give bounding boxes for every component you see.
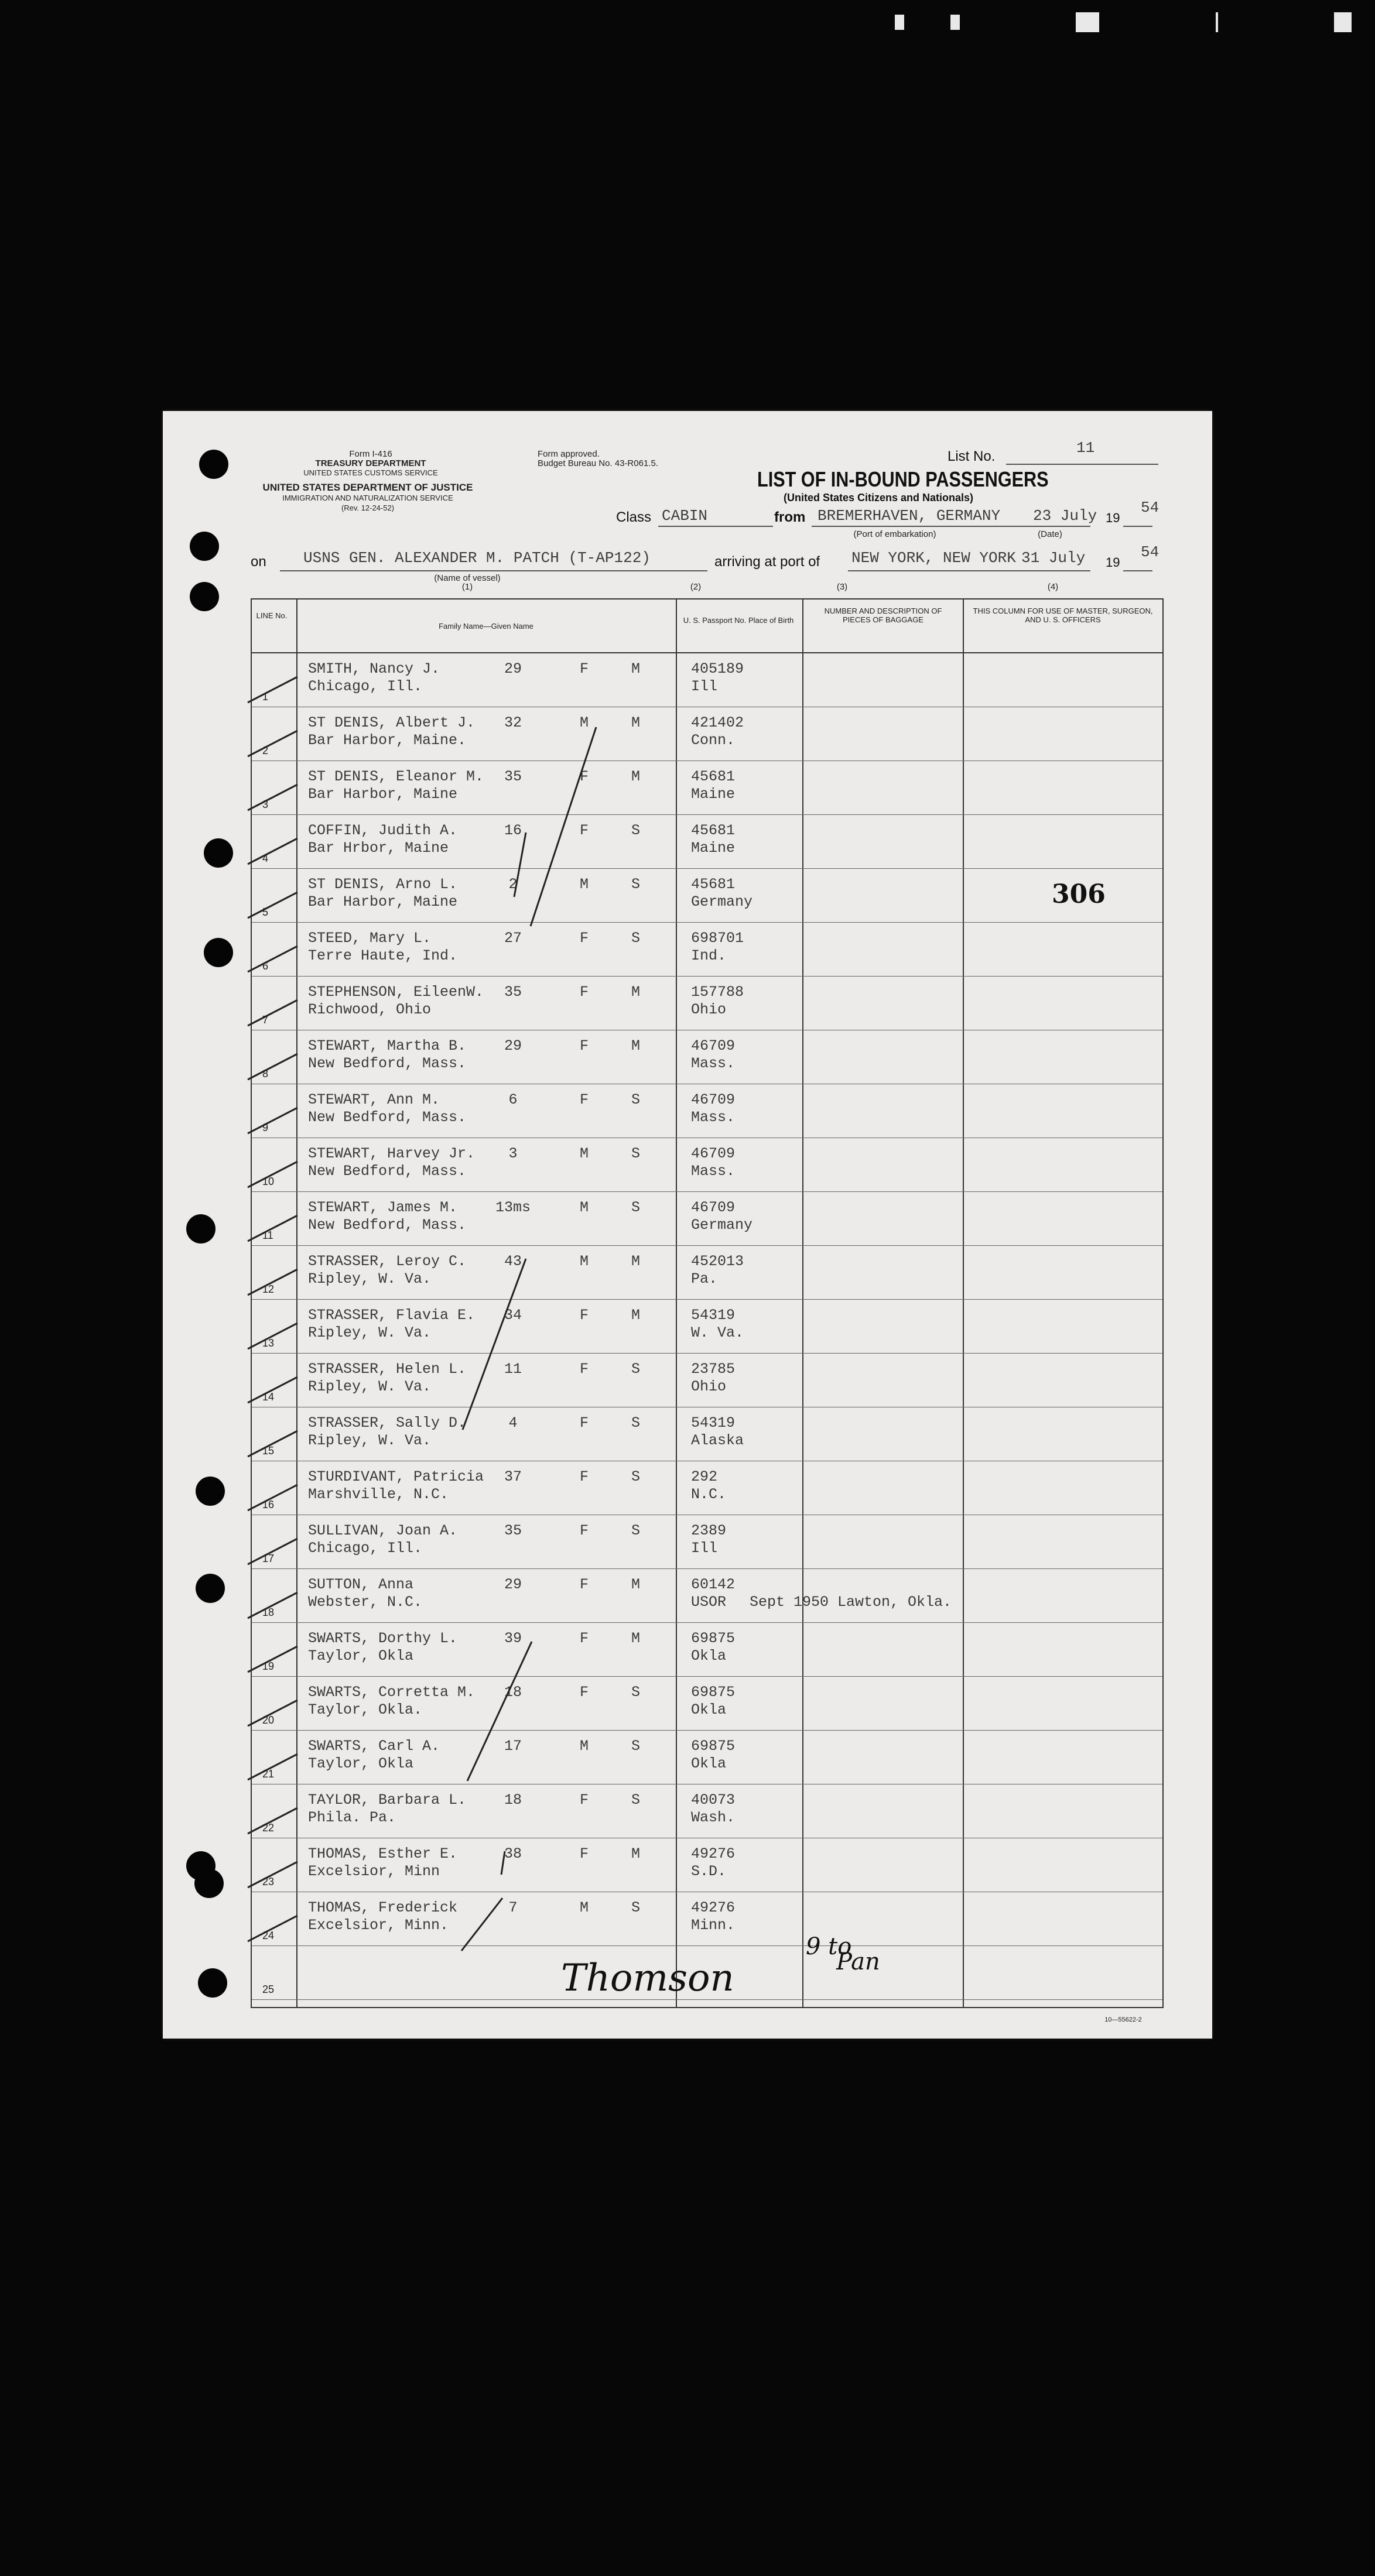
passenger-residence: Excelsior, Minn — [308, 1863, 440, 1880]
place-of-birth: Ohio — [691, 1001, 727, 1018]
check-mark — [248, 1646, 297, 1672]
arrival-port: NEW YORK, NEW YORK — [851, 549, 1016, 567]
passenger-residence: Chicago, Ill. — [308, 678, 423, 695]
marital-status: M — [631, 1307, 641, 1324]
place-of-birth: Maine — [691, 786, 736, 803]
passenger-sex: M — [580, 1253, 589, 1270]
passenger-age: 35 — [504, 984, 522, 1001]
list-no-value: 11 — [1076, 439, 1095, 457]
line-number: 25 — [262, 1984, 275, 1995]
arrival-date: 31 July — [1021, 549, 1086, 567]
line-number: 18 — [262, 1606, 275, 1618]
passenger-residence: Taylor, Okla — [308, 1647, 414, 1664]
passenger-residence: Ripley, W. Va. — [308, 1324, 432, 1341]
line-number: 7 — [262, 1014, 269, 1026]
col3-number: (3) — [836, 582, 848, 592]
marital-status: S — [631, 1091, 641, 1108]
line-number: 19 — [262, 1660, 275, 1672]
line-number: 24 — [262, 1930, 275, 1941]
passenger-name: SMITH, Nancy J. — [308, 660, 440, 677]
passenger-residence: Phila. Pa. — [308, 1809, 396, 1826]
passenger-residence: Bar Harbor, Maine — [308, 893, 458, 910]
line-number: 20 — [262, 1714, 275, 1726]
form-number: Form I-416 — [349, 449, 392, 459]
check-mark — [248, 1539, 297, 1564]
place-of-birth: Minn. — [691, 1917, 736, 1934]
naturalization-note: Sept 1950 Lawton, Okla. — [750, 1594, 952, 1611]
passenger-name: STRASSER, Helen L. — [308, 1361, 467, 1378]
from-date: 23 July — [1033, 507, 1097, 525]
check-marks — [163, 411, 1212, 2039]
check-mark — [248, 1862, 297, 1888]
passenger-name: SWARTS, Dorthy L. — [308, 1630, 458, 1647]
handwritten-note: 9 to — [806, 1933, 852, 1960]
class-label: Class — [616, 509, 652, 525]
passenger-residence: Ripley, W. Va. — [308, 1378, 432, 1395]
passenger-name: STEED, Mary L. — [308, 930, 432, 947]
line-number: 5 — [262, 906, 269, 918]
check-mark — [248, 785, 297, 810]
line-number: 16 — [262, 1499, 275, 1510]
passenger-residence: Ripley, W. Va. — [308, 1432, 432, 1449]
passport-number: 60142 — [691, 1576, 736, 1593]
place-of-birth: Mass. — [691, 1109, 736, 1126]
place-of-birth: Alaska — [691, 1432, 744, 1449]
revision-label: (Rev. 12-24-52) — [341, 503, 395, 512]
passenger-age: 35 — [504, 768, 522, 785]
line-number: 14 — [262, 1391, 275, 1403]
passenger-name: SWARTS, Corretta M. — [308, 1684, 476, 1701]
marital-status: S — [631, 1738, 641, 1755]
passenger-age: 29 — [504, 1576, 522, 1593]
passenger-name: THOMAS, Esther E. — [308, 1845, 458, 1862]
passenger-age: 35 — [504, 1522, 522, 1539]
line-number: 13 — [262, 1337, 275, 1349]
place-of-birth: Ill — [691, 678, 718, 695]
col4-number: (4) — [1047, 582, 1059, 592]
passenger-sex: F — [580, 1361, 589, 1378]
marital-status: M — [631, 714, 641, 731]
passenger-name: STEWART, Harvey Jr. — [308, 1145, 476, 1162]
passenger-residence: Chicago, Ill. — [308, 1540, 423, 1557]
col2-number: (2) — [690, 582, 702, 592]
passport-number: 54319 — [691, 1307, 736, 1324]
passenger-sex: F — [580, 1576, 589, 1593]
passenger-residence: Taylor, Okla — [308, 1755, 414, 1772]
passenger-sex: F — [580, 660, 589, 677]
passenger-age: 4 — [508, 1414, 518, 1431]
col-header-officers: THIS COLUMN FOR USE OF MASTER, SURGEON, AND U. S. OFFICERS — [973, 607, 1153, 624]
marital-status: S — [631, 1145, 641, 1162]
place-of-birth: Wash. — [691, 1809, 736, 1826]
passport-number: 40073 — [691, 1791, 736, 1808]
passenger-age: 18 — [504, 1684, 522, 1701]
line-number: 15 — [262, 1445, 275, 1457]
passport-number: 45681 — [691, 876, 736, 893]
passenger-name: STEWART, Ann M. — [308, 1091, 440, 1108]
marital-status: S — [631, 1414, 641, 1431]
pencil-slash — [467, 1642, 532, 1781]
passenger-age: 17 — [504, 1738, 522, 1755]
passenger-age: 7 — [508, 1899, 518, 1916]
passenger-residence: New Bedford, Mass. — [308, 1163, 467, 1180]
marital-status: S — [631, 930, 641, 947]
passenger-name: THOMAS, Frederick — [308, 1899, 458, 1916]
marital-status: S — [631, 1468, 641, 1485]
pencil-slash — [531, 727, 596, 926]
check-mark — [248, 1377, 297, 1403]
col-header-line-no: LINE No. — [256, 611, 288, 620]
passport-number: 69875 — [691, 1630, 736, 1647]
microfilm-edge-marks — [895, 11, 1352, 34]
pencil-slash — [461, 1898, 502, 1951]
marital-status: M — [631, 1576, 641, 1593]
passport-number: 49276 — [691, 1899, 736, 1916]
passport-number: 452013 — [691, 1253, 744, 1270]
passport-number: 45681 — [691, 768, 736, 785]
passport-number: 54319 — [691, 1414, 736, 1431]
class-value: CABIN — [662, 507, 708, 525]
passenger-sex: F — [580, 1522, 589, 1539]
place-of-birth: Conn. — [691, 732, 736, 749]
form-approved: Form approved. — [538, 449, 600, 459]
check-mark — [248, 946, 297, 972]
port-caption: (Port of embarkation) — [853, 529, 936, 539]
passenger-age: 2 — [508, 876, 518, 893]
passenger-age: 43 — [504, 1253, 522, 1270]
marital-status: S — [631, 876, 641, 893]
passenger-name: STRASSER, Leroy C. — [308, 1253, 467, 1270]
budget-bureau: Budget Bureau No. 43-R061.5. — [538, 458, 658, 468]
line-number: 22 — [262, 1822, 275, 1834]
col-header-passport: U. S. Passport No. Place of Birth — [683, 616, 794, 625]
check-mark — [248, 677, 297, 703]
check-mark — [248, 731, 297, 756]
passenger-age: 29 — [504, 660, 522, 677]
marital-status: S — [631, 1899, 641, 1916]
line-number: 23 — [262, 1876, 275, 1888]
place-of-birth: S.D. — [691, 1863, 727, 1880]
passenger-age: 38 — [504, 1845, 522, 1862]
passenger-residence: Webster, N.C. — [308, 1594, 423, 1611]
passenger-residence: Richwood, Ohio — [308, 1001, 432, 1018]
vessel-caption: (Name of vessel) — [434, 573, 501, 583]
pencil-slash — [501, 1851, 505, 1875]
on-label: on — [251, 554, 266, 570]
passenger-residence: Marshville, N.C. — [308, 1486, 449, 1503]
place-of-birth: Germany — [691, 1217, 753, 1234]
marital-status: S — [631, 822, 641, 839]
customs-label: UNITED STATES CUSTOMS SERVICE — [303, 468, 438, 477]
from-label: from — [774, 509, 806, 525]
pencil-slash — [514, 833, 526, 897]
line-number: 10 — [262, 1176, 275, 1187]
passport-number: 49276 — [691, 1845, 736, 1862]
place-of-birth: Pa. — [691, 1270, 718, 1287]
check-mark — [248, 1592, 297, 1618]
check-mark — [248, 1215, 297, 1241]
page-subtitle: (United States Citizens and Nationals) — [784, 492, 974, 503]
list-no-label: List No. — [948, 448, 996, 464]
passenger-sex: F — [580, 1468, 589, 1485]
passenger-age: 32 — [504, 714, 522, 731]
line-number: 12 — [262, 1283, 275, 1295]
col-header-baggage: NUMBER AND DESCRIPTION OF PIECES OF BAGGAGE — [824, 607, 942, 624]
passenger-name: COFFIN, Judith A. — [308, 822, 458, 839]
passenger-sex: F — [580, 984, 589, 1001]
manifest-page — [163, 411, 1212, 2039]
passenger-sex: M — [580, 1738, 589, 1755]
passport-number: 698701 — [691, 930, 744, 947]
passenger-residence: Bar Harbor, Maine — [308, 786, 458, 803]
passenger-sex: F — [580, 1791, 589, 1808]
passenger-age: 3 — [508, 1145, 518, 1162]
passenger-age: 13ms — [495, 1199, 531, 1216]
passport-number: 157788 — [691, 984, 744, 1001]
marital-status: S — [631, 1199, 641, 1216]
passenger-sex: F — [580, 1091, 589, 1108]
line-number: 8 — [262, 1068, 269, 1080]
check-mark — [248, 1269, 297, 1295]
check-mark — [248, 1000, 297, 1026]
place-of-birth: Mass. — [691, 1163, 736, 1180]
passport-number: 405189 — [691, 660, 744, 677]
passport-number: 69875 — [691, 1684, 736, 1701]
from-year-prefix: 19 — [1106, 511, 1120, 525]
line-number: 1 — [262, 691, 269, 703]
passenger-residence: New Bedford, Mass. — [308, 1055, 467, 1072]
check-mark — [248, 1485, 297, 1510]
check-mark — [248, 1431, 297, 1457]
marital-status: M — [631, 1845, 641, 1862]
marital-status: S — [631, 1361, 641, 1378]
ins-label: IMMIGRATION AND NATURALIZATION SERVICE — [282, 494, 453, 502]
passenger-sex: F — [580, 1414, 589, 1431]
passenger-sex: M — [580, 1145, 589, 1162]
passenger-age: 37 — [504, 1468, 522, 1485]
passenger-residence: Bar Hrbor, Maine — [308, 840, 449, 857]
marital-status: S — [631, 1791, 641, 1808]
passenger-sex: F — [580, 768, 589, 785]
marital-status: M — [631, 1037, 641, 1054]
footer-code: 10—55622-2 — [1104, 2016, 1142, 2023]
vessel-name: USNS GEN. ALEXANDER M. PATCH (T-AP122) — [303, 549, 651, 567]
place-of-birth: Ind. — [691, 947, 727, 964]
passenger-sex: F — [580, 1684, 589, 1701]
passenger-residence: New Bedford, Mass. — [308, 1109, 467, 1126]
passenger-age: 29 — [504, 1037, 522, 1054]
check-mark — [248, 1808, 297, 1834]
passenger-age: 39 — [504, 1630, 522, 1647]
line-number: 6 — [262, 960, 269, 972]
from-year: 54 — [1141, 499, 1159, 516]
marital-status: M — [631, 984, 641, 1001]
passenger-name: ST DENIS, Eleanor M. — [308, 768, 484, 785]
passenger-sex: F — [580, 1630, 589, 1647]
check-mark — [248, 838, 297, 864]
check-mark — [248, 1108, 297, 1133]
passport-number: 2389 — [691, 1522, 727, 1539]
passenger-age: 6 — [508, 1091, 518, 1108]
place-of-birth: Mass. — [691, 1055, 736, 1072]
passenger-sex: M — [580, 1899, 589, 1916]
arrival-year: 54 — [1141, 543, 1159, 561]
place-of-birth: Okla — [691, 1647, 727, 1664]
passport-number: 46709 — [691, 1037, 736, 1054]
handwritten-note-2: Pan — [836, 1948, 880, 1975]
treasury-label: TREASURY DEPARTMENT — [315, 458, 426, 468]
line-number: 4 — [262, 852, 269, 864]
passenger-name: STEWART, James M. — [308, 1199, 458, 1216]
passenger-name: STRASSER, Flavia E. — [308, 1307, 476, 1324]
passenger-name: SUTTON, Anna — [308, 1576, 414, 1593]
date-caption: (Date) — [1038, 529, 1062, 539]
place-of-birth: Maine — [691, 840, 736, 857]
passenger-name: SWARTS, Carl A. — [308, 1738, 440, 1755]
marital-status: S — [631, 1522, 641, 1539]
passport-number: 46709 — [691, 1145, 736, 1162]
passport-number: 69875 — [691, 1738, 736, 1755]
passenger-residence: Terre Haute, Ind. — [308, 947, 458, 964]
passenger-sex: F — [580, 930, 589, 947]
check-mark — [248, 1054, 297, 1080]
place-of-birth: Ohio — [691, 1378, 727, 1395]
passenger-residence: Ripley, W. Va. — [308, 1270, 432, 1287]
passenger-sex: F — [580, 822, 589, 839]
passenger-name: STURDIVANT, Patricia — [308, 1468, 484, 1485]
passenger-residence: Taylor, Okla. — [308, 1701, 423, 1718]
passport-number: 292 — [691, 1468, 718, 1485]
passenger-sex: F — [580, 1307, 589, 1324]
passport-number: 46709 — [691, 1091, 736, 1108]
check-mark — [248, 892, 297, 918]
passenger-name: ST DENIS, Arno L. — [308, 876, 458, 893]
marital-status: M — [631, 1253, 641, 1270]
place-of-birth: Ill — [691, 1540, 718, 1557]
passenger-age: 16 — [504, 822, 522, 839]
passenger-residence: New Bedford, Mass. — [308, 1217, 467, 1234]
justice-label: UNITED STATES DEPARTMENT OF JUSTICE — [262, 482, 473, 493]
page-title: LIST OF IN-BOUND PASSENGERS — [757, 467, 1049, 491]
check-mark — [248, 1162, 297, 1187]
place-of-birth: Germany — [691, 893, 753, 910]
place-of-birth: USOR — [691, 1594, 727, 1611]
passenger-age: 11 — [504, 1361, 522, 1378]
from-value: BREMERHAVEN, GERMANY — [818, 507, 1001, 525]
check-mark — [248, 1916, 297, 1941]
passenger-name: TAYLOR, Barbara L. — [308, 1791, 467, 1808]
passport-number: 46709 — [691, 1199, 736, 1216]
place-of-birth: N.C. — [691, 1486, 727, 1503]
check-mark — [248, 1700, 297, 1726]
line-number: 11 — [262, 1229, 273, 1241]
check-mark — [248, 1323, 297, 1349]
passenger-sex: M — [580, 1199, 589, 1216]
passenger-residence: Bar Harbor, Maine. — [308, 732, 467, 749]
marital-status: M — [631, 1630, 641, 1647]
line-number: 2 — [262, 745, 269, 756]
line-number: 21 — [262, 1768, 275, 1780]
arrival-year-prefix: 19 — [1106, 555, 1120, 570]
passenger-sex: F — [580, 1845, 589, 1862]
place-of-birth: W. Va. — [691, 1324, 744, 1341]
place-of-birth: Okla — [691, 1701, 727, 1718]
marital-status: M — [631, 768, 641, 785]
vessel-caption-number: (1) — [461, 582, 473, 592]
passenger-sex: M — [580, 876, 589, 893]
passenger-residence: Excelsior, Minn. — [308, 1917, 449, 1934]
passenger-name: STRASSER, Sally D. — [308, 1414, 467, 1431]
signature: Thomson — [561, 1957, 734, 2000]
line-number: 9 — [262, 1122, 269, 1133]
stamp-number: 306 — [1052, 879, 1106, 909]
passenger-age: 34 — [504, 1307, 522, 1324]
arriving-label: arriving at port of — [714, 554, 820, 570]
line-number: 17 — [262, 1553, 275, 1564]
passenger-name: SULLIVAN, Joan A. — [308, 1522, 458, 1539]
col-header-name: Family Name—Given Name — [439, 622, 533, 631]
marital-status: S — [631, 1684, 641, 1701]
passport-number: 421402 — [691, 714, 744, 731]
passenger-age: 18 — [504, 1791, 522, 1808]
marital-status: M — [631, 660, 641, 677]
passport-number: 45681 — [691, 822, 736, 839]
passport-number: 23785 — [691, 1361, 736, 1378]
place-of-birth: Okla — [691, 1755, 727, 1772]
passenger-sex: F — [580, 1037, 589, 1054]
passenger-age: 27 — [504, 930, 522, 947]
passenger-name: STEPHENSON, EileenW. — [308, 984, 484, 1001]
passenger-sex: M — [580, 714, 589, 731]
line-number: 3 — [262, 799, 269, 810]
passenger-name: STEWART, Martha B. — [308, 1037, 467, 1054]
pencil-slash — [463, 1259, 526, 1430]
check-mark — [248, 1754, 297, 1780]
passenger-name: ST DENIS, Albert J. — [308, 714, 476, 731]
